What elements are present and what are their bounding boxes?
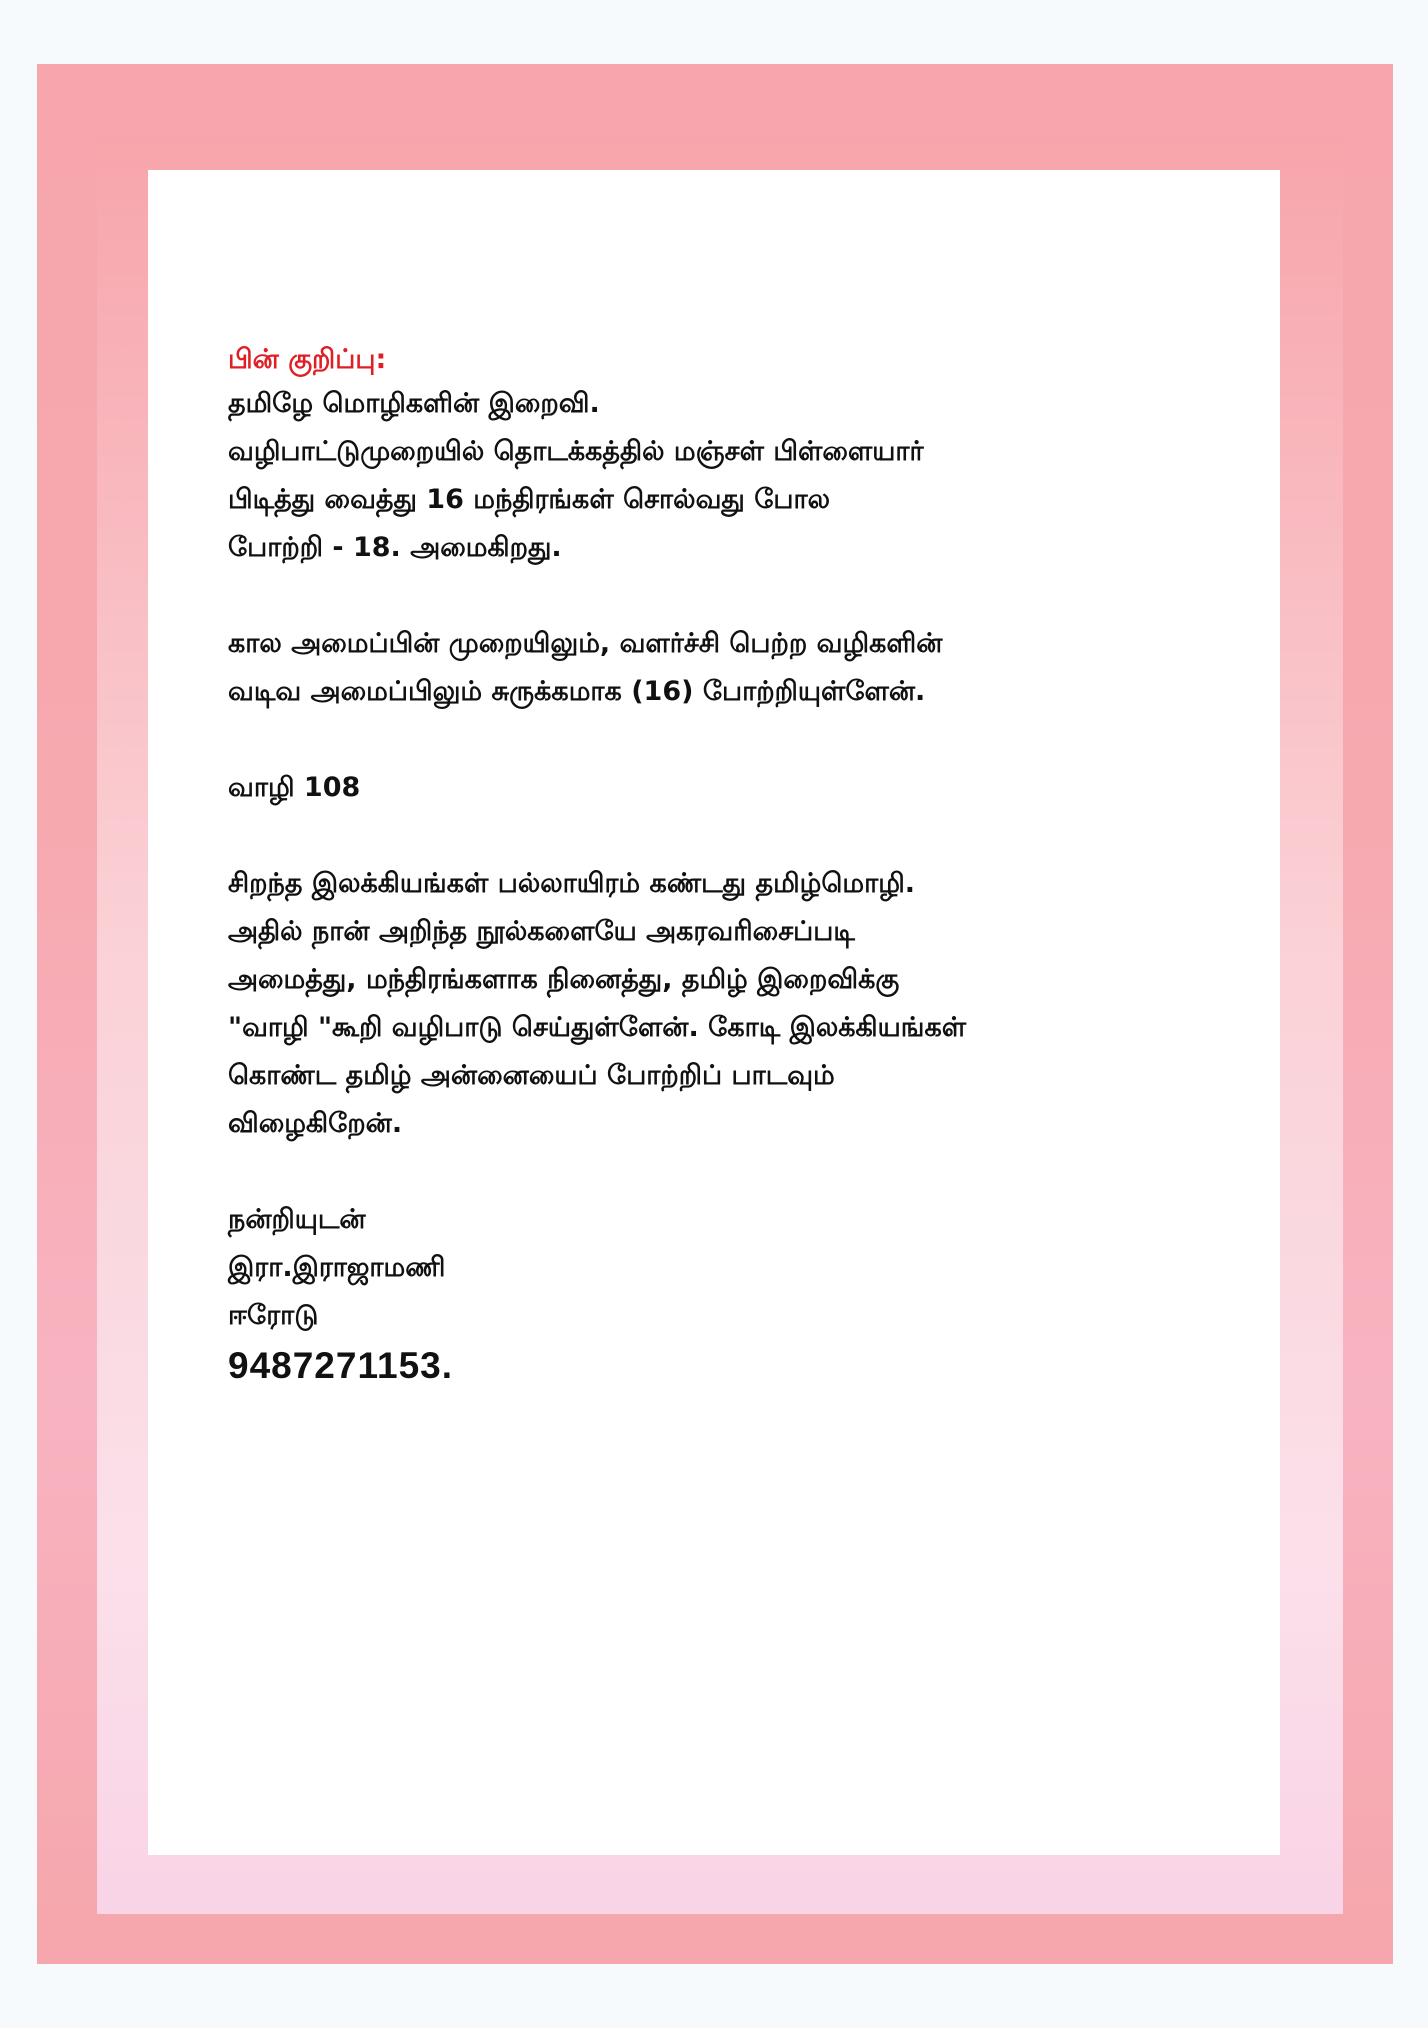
paragraph-2-line: வடிவ அமைப்பிலும் சுருக்கமாக (16) போற்றியுள்ளேன். [228, 676, 926, 707]
note-heading: பின் குறிப்பு: [228, 344, 387, 375]
paragraph-1-line: பிடித்து வைத்து 16 மந்திரங்கள் சொல்வது போல [228, 484, 831, 515]
paragraph-4-line: அதில் நான் அறிந்த நூல்களையே அகரவரிசைப்படி [228, 916, 855, 947]
note-content [228, 340, 1228, 1392]
paragraph-gap [228, 716, 1228, 764]
paragraph-gap [228, 1148, 1228, 1196]
paragraph-4-line: கொண்ட தமிழ் அன்னையைப் போற்றிப் பாடவும் [228, 1060, 835, 1091]
paragraph-3 [228, 764, 1228, 812]
signature-phone: 9487271153. [228, 1345, 454, 1386]
paragraph-1-line: வழிபாட்டுமுறையில் தொடக்கத்தில் மஞ்சள் பிள்ளையார் [228, 436, 924, 467]
signature-thanks: நன்றியுடன் [228, 1204, 366, 1235]
paragraph-4-line: "வாழி "கூறி வழிபாடு செய்துள்ளேன். கோடி இலக்கியங்கள் [228, 1012, 967, 1043]
signature-place: ஈரோடு [228, 1300, 319, 1331]
paragraph-2 [228, 620, 1228, 716]
vazhi-108-line: வாழி 108 [228, 772, 361, 803]
paragraph-4-line: விழைகிறேன். [228, 1108, 403, 1139]
paragraph-gap [228, 572, 1228, 620]
paragraph-4-line: சிறந்த இலக்கியங்கள் பல்லாயிரம் கண்டது தமிழ்மொழி. [228, 868, 916, 899]
paragraph-1-line: போற்றி - 18. அமைகிறது. [228, 532, 562, 563]
signature-block [228, 1196, 1228, 1392]
paragraph-1-line: தமிழே மொழிகளின் இறைவி. [228, 388, 600, 419]
paragraph-4 [228, 860, 1228, 1148]
paragraph-2-line: கால அமைப்பின் முறையிலும், வளர்ச்சி பெற்ற வழிகளின் [228, 628, 943, 659]
paragraph-4-line: அமைத்து, மந்திரங்களாக நினைத்து, தமிழ் இறைவிக்கு [228, 964, 900, 995]
signature-name: இரா.இராஜாமணி [228, 1252, 446, 1283]
paragraph-gap [228, 812, 1228, 860]
paragraph-1 [228, 380, 1228, 572]
